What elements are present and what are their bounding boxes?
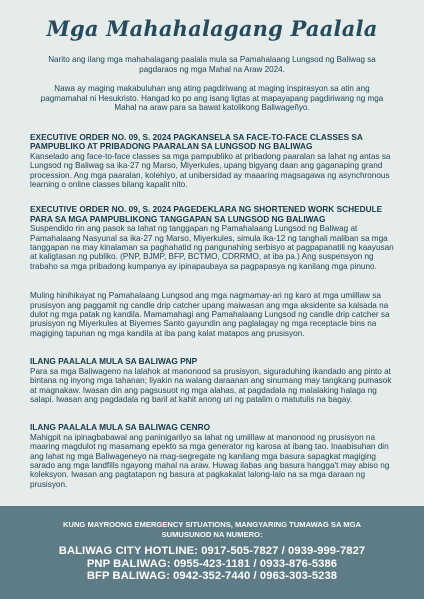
section-pnp-reminders	[30, 357, 394, 404]
section-body: Muling hinihikayat ng Pamahalaang Lungsod ang mga nagmamay-ari ng karo at mga umiillaw sa prusisyon ang paggamit ng candle drip catcher upang maiwasan ang mga aksidente sa kalsada na dulot ng mga patak ng kandila. Mamamahagi ang Pamahalaang Lungsod ng candle drip catcher sa prusisyon ng Miyerkules at Biyernes Santo gayundin ang paglalagay ng mga receptacle bins na magiging tapunan ng mga kandila at iba pang kalat matapos ang prusisyon.	[30, 291, 390, 338]
section-body: Para sa mga Baliwageno na lalahok at manonood sa prusisyon, siguraduhing ikandado ang pinto at bintana ng inyong mga tahanan; liyakin na walang daraanan ang sinumang may tangkang pumasok at magnakaw. Iwasan din ang pagsusuot ng mga alahas, at pagdadala ng malalaking halaga ng salapi. Iwasan ang pagdadala ng baril at kahit anong uri ng patalim o matutulis na bagay.	[30, 366, 392, 404]
intro-paragraph: Nawa ay maging makabuluhan ang ating pagdiriwang at maging inspirasyon sa atin ang pagmamahal ni Hesukristo. Hangad ko po ang isang ligtas at mapayapang pagdiriwang ng mga Mahal na araw para sa bawat katolikong Baliwageñyo.	[40, 84, 384, 113]
section-cenro-reminders	[30, 423, 394, 489]
emergency-footer	[0, 506, 424, 599]
content-area	[30, 55, 394, 489]
section-heading: ILANG PAALALA MULA SA BALIWAG CENRO	[30, 422, 211, 433]
page-title: Mga Mahahalagang Paalala	[46, 16, 378, 41]
intro-paragraph: Narito ang ilang mga mahahalagang paalala mula sa Pamahalaang Lungsod ng Baliwag sa pagdaraos ng mga Mahal na Araw 2024.	[48, 55, 376, 74]
section-work-schedule	[30, 205, 394, 271]
hotline-baliwag-city: BALIWAG CITY HOTLINE: 0917-505-7827 / 0939-999-7827	[58, 545, 366, 557]
section-body: Mahigpit na ipinagbabawal ang paninigarilyo sa lahat ng umiillaw at manonood ng prusisyon na maaring magdulot ng masamang epekto sa mga generator ng karosa at ibang tao. Inaabisuhan din ang lahat ng mga Baliwageneyo na mag-segregate ng kanilang mga basura sapagkat magiging sarado ang mga landfills ngayong mahal na araw. Huwag ilabas ang basura hangga't may abiso ng koleksyon. Iwasan ang pagtatapon ng basura at pagkakalat lalong-lalo na sa mga daraan ng prusisyon.	[30, 432, 390, 489]
section-candle-drip	[30, 291, 394, 338]
section-body: Suspendido rin ang pasok sa lahat ng tanggapan ng Pamahalaang Lungsod ng Baliwag at Pamahalaang Nasyunal sa ika-27 ng Marso, Miyerkules, simula ika-12 ng tanghali maliban sa mga tanggapan na may kinalaman sa paghahatid ng pangunahing serbisyo at pagpapanatili ng kaayusan at kaligtasan ng publiko. (PNP, BJMP, BFP, BCTMO, CDRRMO, at iba pa.) Ang suspensyon ng trabaho sa mga pribadong kumpanya ay ipinapaubaya sa pagpapasya ng kanilang mga pinuno.	[30, 224, 394, 271]
hotline-bfp: BFP BALIWAG: 0942-352-7440 / 0963-303-5238	[86, 570, 338, 582]
emergency-note: KUNG MAYROONG EMERGENCY SITUATIONS, MANGYARING TUMAWAG SA MGA SUMUSUNOD NA NUMERO:	[62, 520, 361, 539]
section-school-classes	[30, 133, 394, 189]
section-body: Kanselado ang face-to-face classes sa mga pampubliko at pribadong paaralan sa lahat ng antas sa Lungsod ng Baliwag sa ika-27 ng Marso, Miyerkules, upang bigyang daan ang gaganaping grand procession. Ang mga paaralan, kolehiyo, at unibersidad ay maaaring magsagawa ng asynchronous learning o online classes bilang kapalit nito.	[30, 151, 391, 189]
hotline-pnp: PNP BALIWAG: 0955-423-1181 / 0933-876-5386	[86, 557, 338, 570]
section-heading: EXECUTIVE ORDER NO. 09, S. 2024 PAGKANSELA SA FACE-TO-FACE CLASSES SA PAMPUBLIKO AT PRIBADONG PAARALAN SA LUNGSOD NG BALIWAG	[30, 131, 363, 152]
section-heading: ILANG PAALALA MULA SA BALIWAG PNP	[30, 356, 198, 367]
section-heading: EXECUTIVE ORDER NO. 09, S. 2024 PAGEDEKLARA NG SHORTENED WORK SCHEDULE PARA SA MGA PAMPUBLIKONG TANGGAPAN SA LUNGSOD NG BALIWAG	[30, 204, 383, 224]
